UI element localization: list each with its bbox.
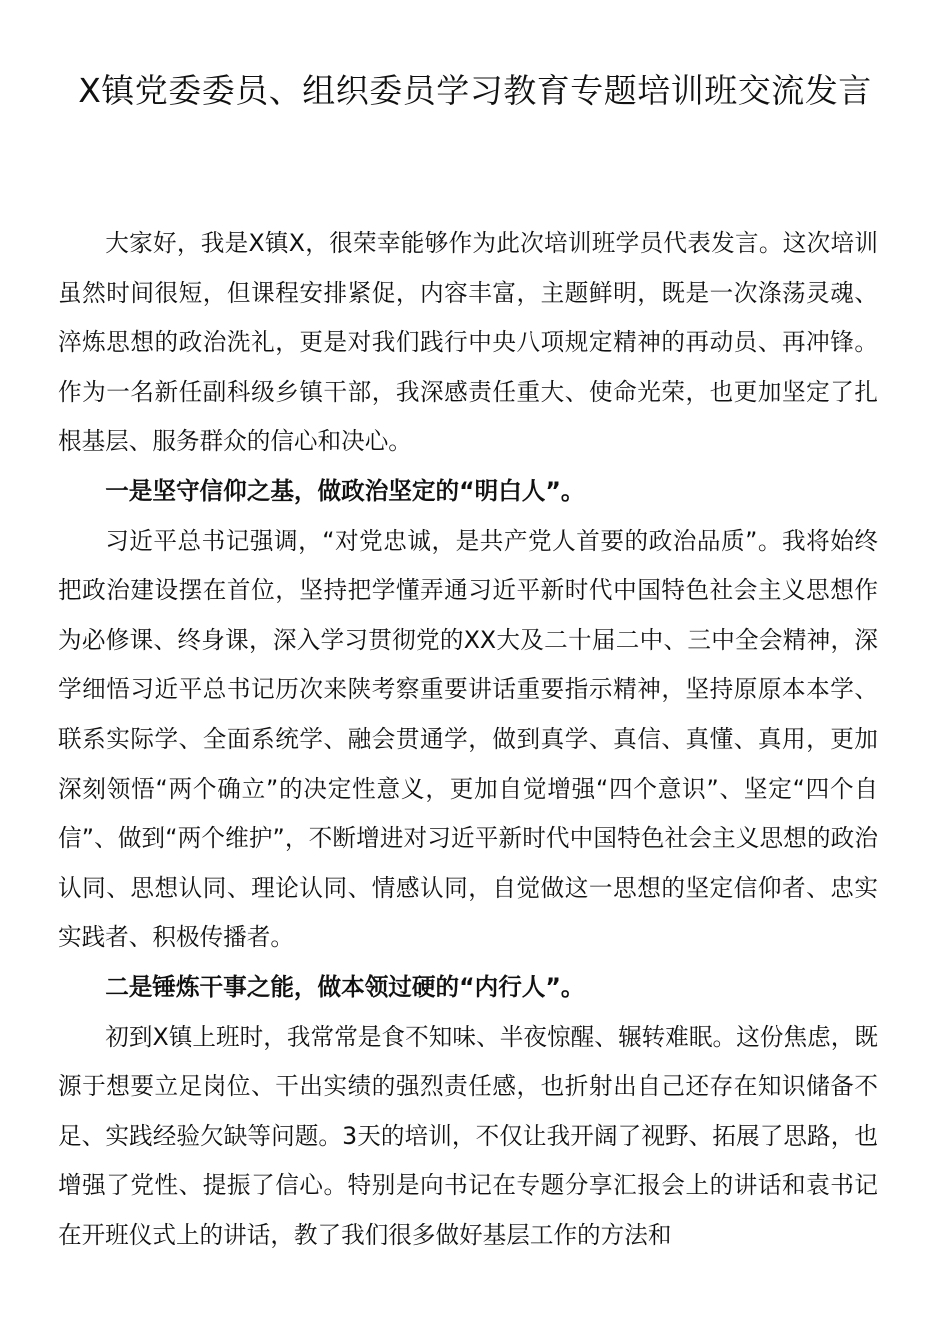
document-title: X镇党委委员、组织委员学习教育专题培训班交流发言: [78, 71, 872, 110]
section-heading-1: 一是坚守信仰之基，做政治坚定的“明白人”。: [105, 476, 585, 505]
paragraph-section-1: 习近平总书记强调，“对党忠诚，是共产党人首要的政治品质”。我将始终把政治建设摆在首位，坚持把学懂弄通习近平新时代中国特色社会主义思想作为必修课、终身课，深入学习贯彻党的XX大及二十届二中、三中全会精神，深学细悟习近平总书记历次来陕考察重要讲话重要指示精神，坚持原原本本学、联系实际学、全面系统学、融会贯通学，做到真学、真信、真懂、真用，更加深刻领悟“两个确立”的决定性意义，更加自觉增强“四个意识”、坚定“四个自信”、做到“两个维护”，不断增进对习近平新时代中国特色社会主义思想的政治认同、思想认同、理论认同、情感认同，自觉做这一思想的坚定信仰者、忠实实践者、积极传播者。: [58, 526, 878, 952]
section-heading-2: 二是锤炼干事之能，做本领过硬的“内行人”。: [105, 972, 585, 1001]
paragraph-intro: 大家好，我是X镇X，很荣幸能够作为此次培训班学员代表发言。这次培训虽然时间很短，但课程安排紧促，内容丰富，主题鲜明，既是一次涤荡灵魂、淬炼思想的政治洗礼，更是对我们践行中央八项规定精神的再动员、再冲锋。作为一名新任副科级乡镇干部，我深感责任重大、使命光荣，也更加坚定了扎根基层、服务群众的信心和决心。: [58, 229, 878, 456]
paragraph-section-2: 初到X镇上班时，我常常是食不知味、半夜惊醒、辗转难眠。这份焦虑，既源于想要立足岗位、干出实绩的强烈责任感，也折射出自己还存在知识储备不足、实践经验欠缺等问题。3天的培训，不仅让我开阔了视野、拓展了思路，也增强了党性、提振了信心。特别是向书记在专题分享汇报会上的讲话和袁书记在开班仪式上的讲话，教了我们很多做好基层工作的方法和: [58, 1022, 878, 1249]
document-body: [58, 219, 878, 1260]
